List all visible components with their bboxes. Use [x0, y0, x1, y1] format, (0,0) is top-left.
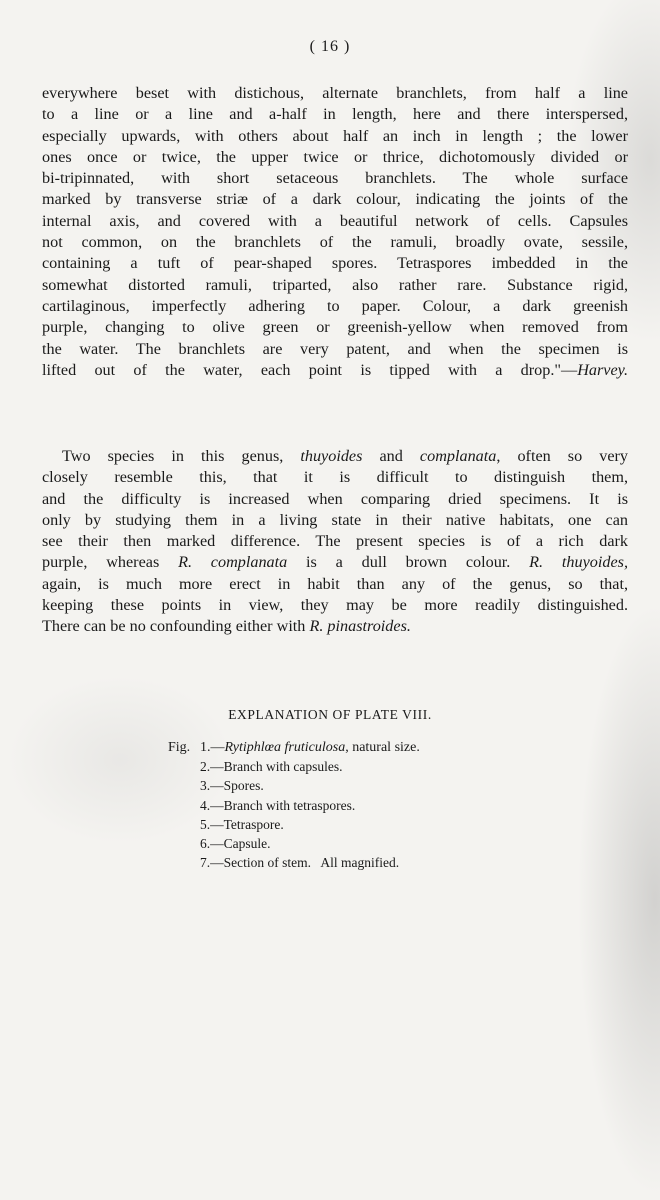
- fig-caption: 6.—Capsule.: [200, 836, 271, 852]
- figure-item: [168, 853, 420, 872]
- comparison-paragraph: [42, 446, 628, 638]
- text-run: and: [362, 447, 420, 465]
- text-line: everywhere beset with distichous, alternate branchlets, from half a line: [42, 84, 628, 102]
- text-run: is a dull brown colour.: [287, 553, 530, 572]
- figure-item: [168, 757, 420, 776]
- species-name: R. complanata: [178, 553, 288, 572]
- fig-caption: 5.—Tetraspore.: [200, 816, 284, 832]
- text-line: not common, on the branchlets of the ramuli, broadly ovate, sessile,: [42, 233, 628, 252]
- text-line: keeping these points in view, they may be more readily distinguished.: [42, 596, 628, 615]
- species-name: Rytiphlœa fruticulosa: [224, 740, 346, 755]
- plate-explanation-heading: EXPLANATION OF PLATE VIII.: [228, 707, 432, 722]
- text-line: to a line or a line and a-half in length, here and there interspersed,: [42, 105, 628, 124]
- text-line: see their then marked difference. The present species is of a rich dark: [42, 532, 628, 551]
- text-line: especially upwards, with others about half an inch in length ; the lower: [42, 126, 628, 145]
- figure-item: [168, 738, 420, 757]
- text-run: There can be no confounding either with: [42, 617, 310, 636]
- page-number: ( 16 ): [309, 38, 351, 55]
- fig-caption: 2.—Branch with capsules.: [200, 759, 343, 775]
- text-line: only by studying them in a living state in their native habitats, one can: [42, 510, 628, 529]
- figure-list: [168, 738, 420, 872]
- figure-item: [168, 834, 420, 853]
- text-line: and the difficulty is increased when comparing dried specimens. It is: [42, 489, 628, 508]
- text-line: [42, 360, 628, 381]
- species-name: R. thuyoides,: [529, 553, 628, 572]
- figure-item: [168, 815, 420, 834]
- fig-number: 1.—: [200, 740, 225, 755]
- text-line: closely resemble this, that it is difficult to distinguish them,: [42, 468, 628, 487]
- text-run: Two species in this genus,: [62, 447, 301, 465]
- text-line: [42, 552, 628, 573]
- species-name: R. pinastroides.: [309, 617, 411, 636]
- text-line: containing a tuft of pear-shaped spores. Tetraspores imbedded in the: [42, 254, 628, 273]
- text-line: ones once or twice, the upper twice or thrice, dichotomously divided or: [42, 147, 628, 166]
- text-line: marked by transverse striæ of a dark colour, indicating the joints of the: [42, 190, 628, 209]
- description-paragraph: [42, 83, 628, 381]
- attribution: Harvey.: [577, 360, 628, 379]
- text-line: internal axis, and covered with a beautiful network of cells. Capsules: [42, 211, 628, 230]
- fig-prefix: Fig.: [168, 740, 191, 755]
- fig-caption: 7.—Section of stem. All magnified.: [200, 855, 400, 871]
- fig-caption: 4.—Branch with tetraspores.: [200, 797, 356, 813]
- text-line: purple, changing to olive green or greenish-yellow when removed from: [42, 318, 628, 337]
- text-run: , often so very: [496, 447, 629, 465]
- text-line: somewhat distorted ramuli, triparted, also rather rare. Substance rigid,: [42, 275, 628, 294]
- figure-item: [168, 796, 420, 815]
- text-run: purple, whereas: [42, 553, 179, 572]
- fig-caption: , natural size.: [345, 740, 420, 755]
- text-line: the water. The branchlets are very patent, and when the specimen is: [42, 339, 628, 358]
- species-name: thuyoides: [300, 447, 363, 465]
- text-line: again, is much more erect in habit than any of the genus, so that,: [42, 574, 628, 593]
- text-line: [42, 616, 628, 637]
- quote-text: lifted out of the water, each point is tipped with a drop."—: [42, 360, 578, 379]
- figure-item: [168, 776, 420, 795]
- text-line: bi-tripinnated, with short setaceous branchlets. The whole surface: [42, 169, 628, 188]
- species-name: complanata: [419, 447, 497, 465]
- text-line: [42, 446, 628, 467]
- fig-caption: 3.—Spores.: [200, 778, 264, 794]
- text-line: cartilaginous, imperfectly adhering to paper. Colour, a dark greenish: [42, 296, 628, 315]
